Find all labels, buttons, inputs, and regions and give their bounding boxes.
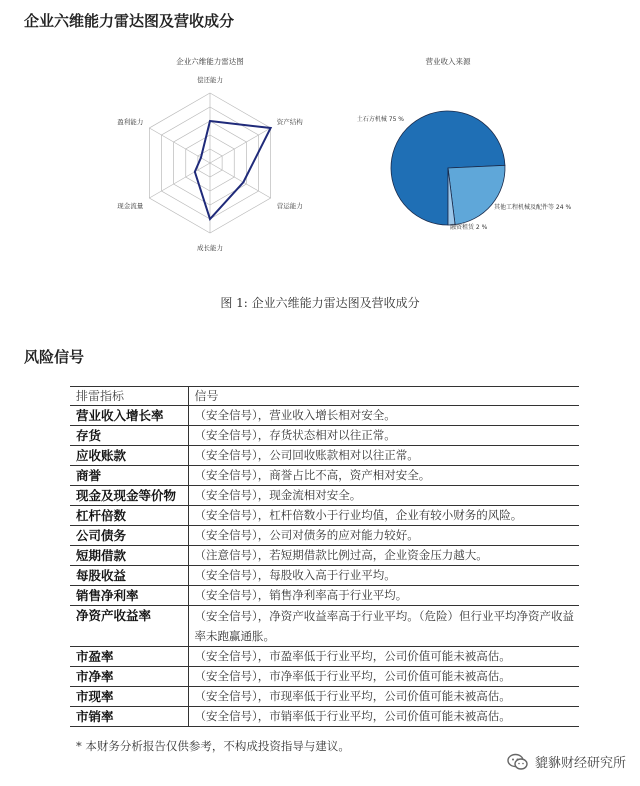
signal-cell: （安全信号），公司回收账款相对以往正常。	[188, 446, 579, 466]
header-signal: 信号	[188, 387, 579, 406]
indicator-cell: 每股收益	[70, 566, 188, 586]
table-row	[70, 466, 579, 486]
indicator-cell: 应收账款	[70, 446, 188, 466]
signal-cell: （安全信号），净资产收益率高于行业平均。（危险）但行业平均净资产收益率未跑赢通胀。	[188, 606, 579, 647]
signal-cell: （安全信号），商誉占比不高，资产相对安全。	[188, 466, 579, 486]
table-row	[70, 406, 579, 426]
radar-axis-label: 偿还能力	[197, 76, 223, 84]
indicator-cell: 市净率	[70, 667, 188, 687]
indicator-cell: 存货	[70, 426, 188, 446]
signal-cell: （安全信号），公司对债务的应对能力较好。	[188, 526, 579, 546]
indicator-cell: 短期借款	[70, 546, 188, 566]
table-row	[70, 526, 579, 546]
table-row	[70, 667, 579, 687]
radar-spoke	[210, 163, 271, 198]
indicator-cell: 市盈率	[70, 647, 188, 667]
table-row	[70, 546, 579, 566]
table-row	[70, 486, 579, 506]
table-row	[70, 707, 579, 727]
table-row	[70, 566, 579, 586]
signal-cell: （安全信号），每股收入高于行业平均。	[188, 566, 579, 586]
table-header-row	[70, 387, 579, 406]
radar-axis-label: 现金流量	[117, 202, 144, 210]
wechat-icon	[507, 753, 529, 771]
indicator-cell: 杠杆倍数	[70, 506, 188, 526]
risk-signal-table	[70, 386, 579, 727]
table-row	[70, 426, 579, 446]
pie-slice	[448, 165, 505, 224]
header-indicator: 排雷指标	[70, 387, 188, 406]
signal-cell: （安全信号），营业收入增长相对安全。	[188, 406, 579, 426]
signal-cell: （安全信号），市盈率低于行业平均，公司价值可能未被高估。	[188, 647, 579, 667]
pie-slice-label: 土石方机械 75 %	[356, 116, 404, 123]
radar-axis-label: 成长能力	[197, 244, 223, 252]
disclaimer-footnote: * 本财务分析报告仅供参考，不构成投资指导与建议。	[76, 739, 350, 753]
radar-axis-label: 营运能力	[276, 202, 303, 210]
pie-chart	[357, 56, 572, 231]
indicator-cell: 营业收入增长率	[70, 406, 188, 426]
indicator-cell: 现金及现金等价物	[70, 486, 188, 506]
table-row	[70, 606, 579, 647]
signal-cell: （安全信号），市现率低于行业平均，公司价值可能未被高估。	[188, 687, 579, 707]
radar-title: 企业六维能力雷达图	[176, 57, 244, 66]
indicator-cell: 公司债务	[70, 526, 188, 546]
signal-cell: （安全信号），市净率低于行业平均，公司价值可能未被高估。	[188, 667, 579, 687]
section-title-radar: 企业六维能力雷达图及营收成分	[24, 12, 235, 30]
indicator-cell: 市销率	[70, 707, 188, 727]
signal-cell: （注意信号），若短期借款比例过高，企业资金压力越大。	[188, 546, 579, 566]
table-row	[70, 446, 579, 466]
signal-cell: （安全信号），销售净利率高于行业平均。	[188, 586, 579, 606]
pie-title: 营业收入来源	[425, 57, 471, 66]
figure-charts	[0, 0, 640, 330]
table-row	[70, 586, 579, 606]
signal-cell: （安全信号），市销率低于行业平均，公司价值可能未被高估。	[188, 707, 579, 727]
radar-axis-label: 资产结构	[276, 118, 303, 126]
table-row	[70, 506, 579, 526]
indicator-cell: 商誉	[70, 466, 188, 486]
watermark	[507, 752, 626, 771]
table-row	[70, 687, 579, 707]
signal-cell: （安全信号），现金流相对安全。	[188, 486, 579, 506]
pie-slice-label: 融资租赁 2 %	[450, 224, 488, 231]
watermark-text: 貔貅财经研究所	[534, 756, 626, 771]
signal-cell: （安全信号），杠杆倍数小于行业均值，企业有较小财务的风险。	[188, 506, 579, 526]
indicator-cell: 市现率	[70, 687, 188, 707]
figure-caption: 图 1: 企业六维能力雷达图及营收成分	[220, 296, 420, 310]
signal-cell: （安全信号），存货状态相对以往正常。	[188, 426, 579, 446]
radar-axis-label: 盈利能力	[117, 118, 144, 126]
pie-slice-label: 其他工程机械及配件等 24 %	[494, 204, 572, 211]
indicator-cell: 净资产收益率	[70, 606, 188, 647]
indicator-cell: 销售净利率	[70, 586, 188, 606]
table-row	[70, 647, 579, 667]
radar-chart	[117, 56, 303, 252]
section-title-risk: 风险信号	[24, 348, 85, 366]
